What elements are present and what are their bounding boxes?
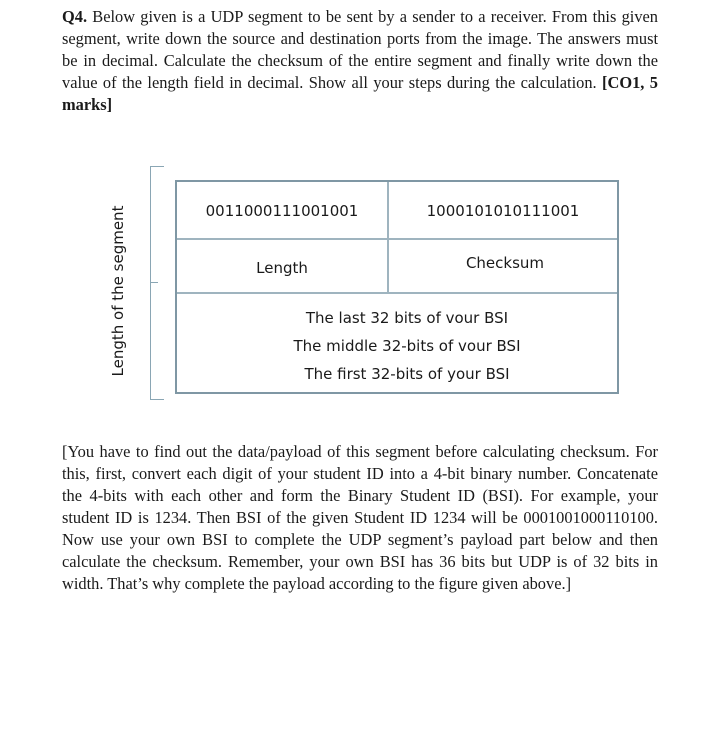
- question-text: [62, 6, 658, 116]
- instruction-note: [You have to find out the data/payload of this segment before calculating checksum. For this, first, convert each digit of your student ID into a 4-bit binary number. Concatenate the 4-bits with each other and form the Binary Student ID (BSI). For example, your student ID is 1234. Then BSI of the given Student ID 1234 will be 0001001000110100. Now use your own BSI to complete the UDP segment’s payload part below and then calculate the checksum. Remember, your own BSI has 36 bits but UDP is of 32 bits in width. That’s why complete the payload according to the figure given above.]: [62, 442, 658, 593]
- payload-line: The first 32-bits of your BSI: [304, 365, 510, 383]
- header-row-ports: [177, 182, 617, 240]
- udp-segment-diagram: [175, 180, 619, 394]
- source-port-cell: [177, 182, 389, 238]
- payload-row: [177, 294, 617, 392]
- segment-length-text: Length of the segment: [109, 205, 127, 377]
- destination-port-cell: [389, 182, 617, 238]
- bracket-tick: [150, 282, 158, 283]
- destination-port-value: 1000101010111001: [426, 202, 580, 220]
- payload-line: The middle 32-bits of vour BSI: [293, 337, 521, 355]
- segment-length-label: [108, 178, 128, 404]
- length-label: Length: [256, 259, 308, 277]
- payload-lines: [177, 304, 617, 388]
- payload-line: The last 32 bits of vour BSI: [305, 309, 509, 327]
- question-body: Below given is a UDP segment to be sent by a sender to a receiver. From this given segment, write down the source and destination ports from the image. The answers must be in decimal. Calculate the checksum of the entire segment and finally write down the value of the length field in decimal. Show all your steps during the calculation.: [62, 7, 658, 92]
- question-number: Q4.: [62, 7, 88, 26]
- source-port-value: 0011000111001001: [205, 202, 359, 220]
- checksum-cell: [389, 240, 617, 292]
- segment-length-bracket: [150, 166, 164, 400]
- question-marks: [CO1, 5 marks]: [62, 73, 658, 114]
- checksum-label: Checksum: [465, 254, 545, 272]
- header-row-length-checksum: [177, 240, 617, 294]
- length-cell: [177, 240, 389, 292]
